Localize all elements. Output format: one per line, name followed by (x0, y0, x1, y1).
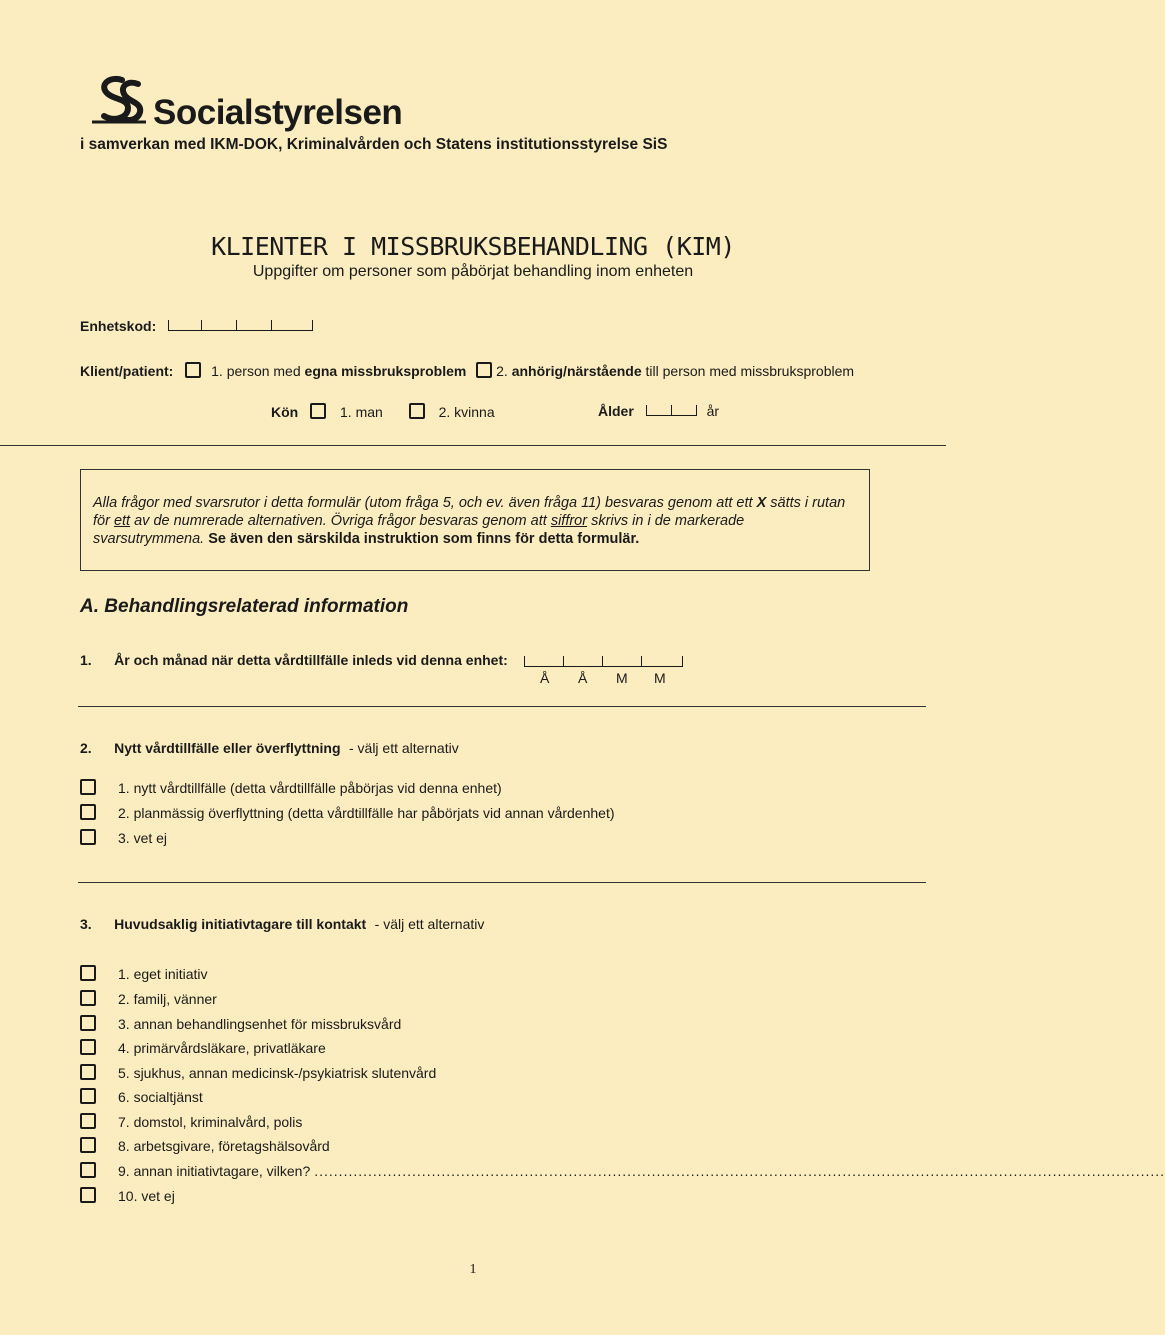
gender-woman-label: 2. kvinna (438, 404, 495, 420)
q3-option[interactable] (80, 1088, 203, 1105)
gender-label: Kön (271, 404, 299, 420)
notice-part2: sätts i rutan för (93, 495, 846, 529)
form-subtitle: Uppgifter om personer som påbörjat behandling inom enheten (252, 263, 694, 280)
q2-option[interactable] (80, 804, 615, 821)
client-opt2-text: till person med missbruksproblem (645, 363, 855, 379)
gender-woman-checkbox[interactable] (409, 403, 425, 419)
checkbox[interactable] (80, 990, 96, 1006)
option-label: 1. eget initiativ (118, 966, 208, 982)
option-label: 2. familj, vänner (118, 991, 217, 1007)
notice-bold: Se även den särskilda instruktion som finns för detta formulär. (208, 531, 640, 547)
q2-divider (78, 882, 926, 883)
q3-option[interactable] (80, 1064, 436, 1081)
q1-row (80, 652, 508, 670)
gender-man-checkbox[interactable] (310, 403, 326, 419)
socialstyrelsen-logo-icon (88, 74, 150, 126)
option-label: 6. socialtjänst (118, 1089, 203, 1105)
collaboration-text: i samverkan med IKM-DOK, Kriminalvården och Statens institutionsstyrelse SiS (80, 136, 668, 153)
checkbox[interactable] (80, 829, 96, 845)
checkbox[interactable] (80, 1187, 96, 1203)
checkbox[interactable] (80, 1113, 96, 1129)
client-relative-checkbox[interactable] (476, 362, 492, 378)
q1-number: 1. (80, 652, 92, 668)
q2-hint: - välj ett alternativ (348, 740, 459, 756)
option-label: 8. arbetsgivare, företagshälsovård (118, 1138, 330, 1154)
q3-option[interactable] (80, 1162, 1165, 1179)
section-title: A. Behandlingsrelaterad information (80, 596, 409, 617)
form-title: KLIENTER I MISSBRUKSBEHANDLING (KIM) (211, 232, 735, 261)
q1-slot-label: Å (540, 670, 550, 686)
q3-option[interactable] (80, 1113, 302, 1130)
checkbox[interactable] (80, 965, 96, 981)
client-opt1-text: person med (226, 363, 301, 379)
q2-text: Nytt vårdtillfälle eller överflyttning (114, 740, 341, 756)
header-divider (0, 445, 946, 446)
other-initiator-dotted-line[interactable]: .............................................................................................................................................................................. (314, 1163, 1165, 1179)
client-type-label: Klient/patient: (80, 363, 174, 379)
checkbox[interactable] (80, 1039, 96, 1055)
option-label: 4. primärvårdsläkare, privatläkare (118, 1040, 326, 1056)
option-label: 3. vet ej (118, 830, 168, 846)
option-label: 5. sjukhus, annan medicinsk-/psykiatrisk slutenvård (118, 1065, 437, 1081)
option-label: 7. domstol, kriminalvård, polis (118, 1114, 303, 1130)
unit-code-slots[interactable] (168, 321, 313, 331)
q1-slot-label: Å (578, 670, 588, 686)
client-opt2-bold: anhörig/närstående (511, 363, 642, 379)
client-opt1-num: 1. (211, 363, 223, 379)
q3-hint: - välj ett alternativ (374, 916, 485, 932)
q3-text: Huvudsaklig initiativtagare till kontakt (114, 916, 367, 932)
client-type-row (80, 362, 854, 379)
checkbox[interactable] (80, 1015, 96, 1031)
checkbox[interactable] (80, 804, 96, 820)
q1-slot-label: M (654, 670, 666, 686)
option-label: 10. vet ej (118, 1188, 175, 1204)
notice-underline-ett: ett (113, 513, 131, 529)
age-row (598, 403, 719, 419)
client-opt2-num: 2. (496, 363, 508, 379)
gender-row (271, 403, 495, 420)
q3-row (80, 916, 484, 934)
unit-code-row (80, 318, 313, 334)
q3-option[interactable] (80, 1039, 326, 1056)
client-own-checkbox[interactable] (185, 362, 201, 378)
age-label: Ålder (598, 403, 634, 419)
option-label: 2. planmässig överflyttning (detta vårdtillfälle har påbörjats vid annan vårdenhet) (118, 805, 615, 821)
q3-number: 3. (80, 916, 92, 932)
checkbox[interactable] (80, 1137, 96, 1153)
q3-option[interactable] (80, 990, 217, 1007)
checkbox[interactable] (80, 779, 96, 795)
q1-text: År och månad när detta vårdtillfälle inleds vid denna enhet: (114, 652, 508, 668)
notice-x: X (756, 495, 767, 511)
age-unit: år (706, 403, 720, 419)
q3-option[interactable] (80, 965, 208, 982)
checkbox[interactable] (80, 1162, 96, 1178)
q2-row (80, 740, 459, 758)
q3-option[interactable] (80, 1137, 330, 1154)
age-slots[interactable] (646, 406, 697, 416)
notice-part1: Alla frågor med svarsrutor i detta formulär (utom fråga 5, och ev. även fråga 11) besvaras genom att ett (93, 495, 753, 511)
q2-number: 2. (80, 740, 92, 756)
q1-divider (78, 706, 926, 707)
instruction-box (80, 469, 870, 571)
option-label: 1. nytt vårdtillfälle (detta vårdtillfälle påbörjas vid denna enhet) (118, 780, 502, 796)
q1-slot-label: M (616, 670, 628, 686)
checkbox[interactable] (80, 1088, 96, 1104)
q2-option[interactable] (80, 779, 502, 796)
page-number: 1 (469, 1262, 477, 1277)
q3-option[interactable] (80, 1015, 401, 1032)
option-label: 9. annan initiativtagare, vilken? (118, 1163, 311, 1179)
option-label: 3. annan behandlingsenhet för missbruksvård (118, 1016, 402, 1032)
notice-part4: skrivs in i de markerade svarsutrymmena. (93, 513, 745, 547)
unit-code-label: Enhetskod: (80, 318, 157, 334)
q2-option[interactable] (80, 829, 167, 846)
checkbox[interactable] (80, 1064, 96, 1080)
gender-man-label: 1. man (340, 404, 383, 420)
brand-name: Socialstyrelsen (153, 93, 403, 132)
notice-underline-siffror: siffror (550, 513, 588, 529)
q3-option[interactable] (80, 1187, 175, 1204)
client-opt1-bold: egna missbruksproblem (304, 363, 467, 379)
notice-part3: av de numrerade alternativen. Övriga frågor besvaras genom att (134, 513, 547, 529)
